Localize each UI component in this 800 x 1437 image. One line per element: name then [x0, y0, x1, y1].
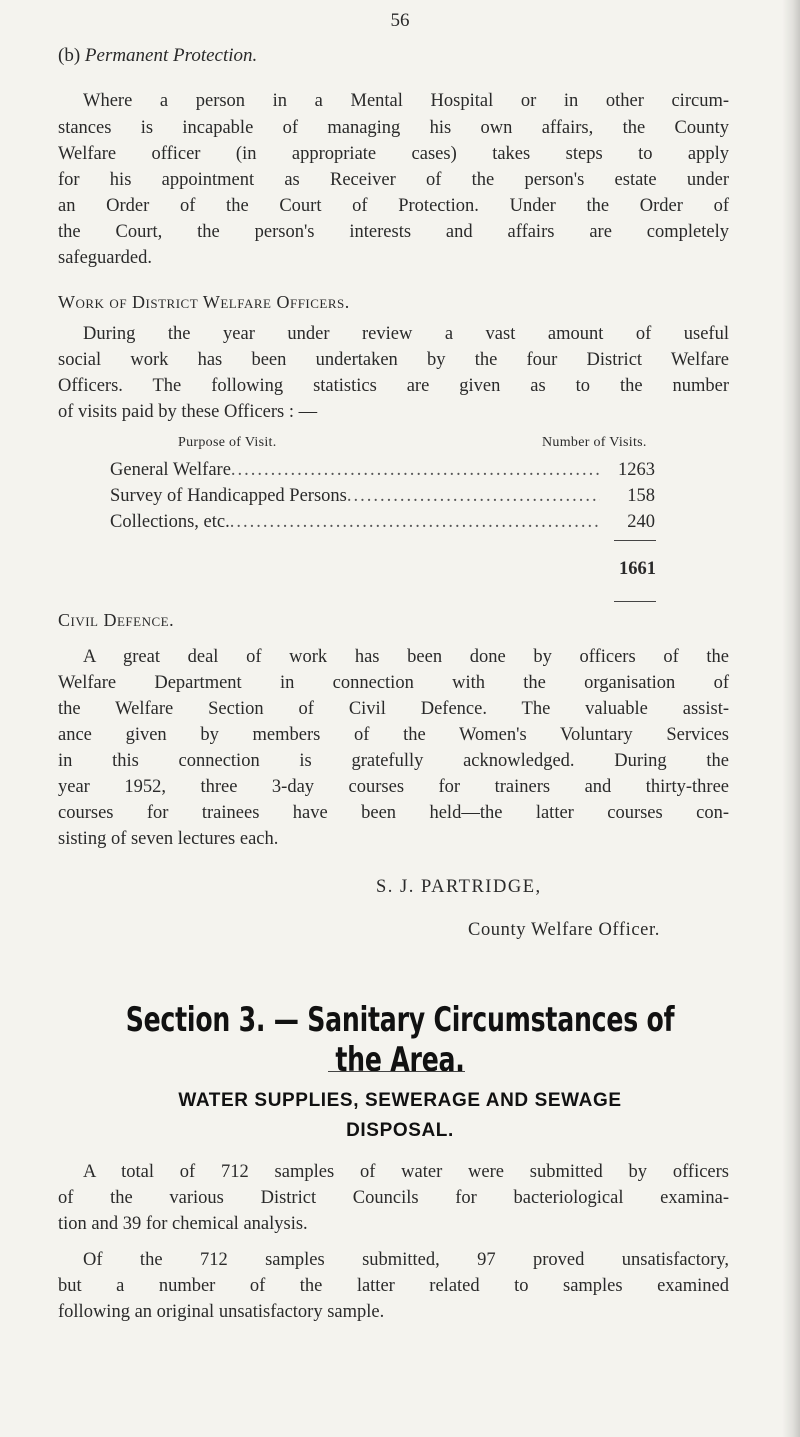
paragraph-line: but a number of the latter related to samples examined: [58, 1276, 729, 1296]
paragraph-line: the Welfare Section of Civil Defence. The valuable assist-: [58, 699, 729, 719]
paragraph-line: safeguarded.: [58, 248, 152, 268]
water-heading-line1: WATER SUPPLIES, SEWERAGE AND SEWAGE: [178, 1090, 622, 1111]
permanent-protection-heading: Permanent Protection.: [84, 45, 258, 66]
paragraph-line: Welfare officer (in appropriate cases) takes steps to apply: [58, 144, 729, 164]
table-cell-purpose: Collections, etc.: [110, 512, 230, 532]
leader-dots: [230, 510, 600, 534]
paragraph-line: following an original unsatisfactory sample.: [58, 1302, 385, 1322]
total-rule-bottom: [614, 601, 656, 602]
section-title: Section 3. — Sanitary Circumstances of the Area.: [125, 1000, 675, 1080]
table-total: 1661: [619, 559, 656, 579]
paragraph-line: Welfare Department in connection with the organisation of: [58, 673, 729, 693]
table-cell-number: 240: [627, 512, 655, 532]
section-divider: [328, 1071, 465, 1072]
table-cell-number: 158: [627, 486, 655, 506]
paragraph-line: During the year under review a vast amount of useful: [83, 324, 729, 344]
paragraph-line: in this connection is gratefully acknowledged. During the: [58, 751, 729, 771]
page-edge-shadow: [782, 0, 800, 1437]
table-cell-number: 1263: [618, 460, 655, 480]
paragraph-line: of visits paid by these Officers : —: [58, 402, 318, 422]
table-row: [110, 510, 655, 534]
signature-name: S. J. PARTRIDGE,: [376, 877, 542, 897]
table-row: [110, 458, 655, 482]
paragraph-line: courses for trainees have been held—the latter courses con-: [58, 803, 729, 823]
table-row: [110, 484, 655, 508]
paragraph-line: of the various District Councils for bacteriological examina-: [58, 1188, 729, 1208]
paragraph-line: Where a person in a Mental Hospital or in other circum-: [83, 91, 729, 111]
paragraph-line: A total of 712 samples of water were submitted by officers: [83, 1162, 729, 1182]
column-header-purpose: Purpose of Visit.: [178, 435, 277, 450]
table-cell-purpose: General Welfare: [110, 460, 231, 480]
paragraph-line: an Order of the Court of Protection. Under the Order of: [58, 196, 729, 216]
paragraph-line: stances is incapable of managing his own affairs, the County: [58, 118, 729, 138]
column-header-number: Number of Visits.: [542, 435, 647, 450]
paragraph-line: Of the 712 samples submitted, 97 proved unsatisfactory,: [83, 1250, 729, 1270]
paragraph-line: sisting of seven lectures each.: [58, 829, 279, 849]
paragraph-line: Officers. The following statistics are given as to the number: [58, 376, 729, 396]
paragraph-line: for his appointment as Receiver of the person's estate under: [58, 170, 729, 190]
leader-dots: [347, 484, 600, 508]
paragraph-line: social work has been undertaken by the four District Welfare: [58, 350, 729, 370]
page-number: 56: [390, 10, 410, 31]
section-label: (b): [58, 45, 81, 66]
signature-title: County Welfare Officer.: [468, 920, 660, 940]
water-heading-line2: DISPOSAL.: [346, 1120, 454, 1141]
paragraph-line: year 1952, three 3-day courses for trainers and thirty-three: [58, 777, 729, 797]
paragraph-line: tion and 39 for chemical analysis.: [58, 1214, 308, 1234]
paragraph-line: the Court, the person's interests and affairs are completely: [58, 222, 729, 242]
permanent-protection-title: [58, 44, 257, 68]
paragraph-line: ance given by members of the Women's Voluntary Services: [58, 725, 729, 745]
paragraph-line: A great deal of work has been done by officers of the: [83, 647, 729, 667]
civil-defence-heading: Civil Defence.: [58, 610, 175, 630]
table-cell-purpose: Survey of Handicapped Persons: [110, 486, 347, 506]
district-work-heading: Work of District Welfare Officers.: [58, 292, 350, 312]
leader-dots: [231, 458, 600, 482]
total-rule-top: [614, 540, 656, 541]
